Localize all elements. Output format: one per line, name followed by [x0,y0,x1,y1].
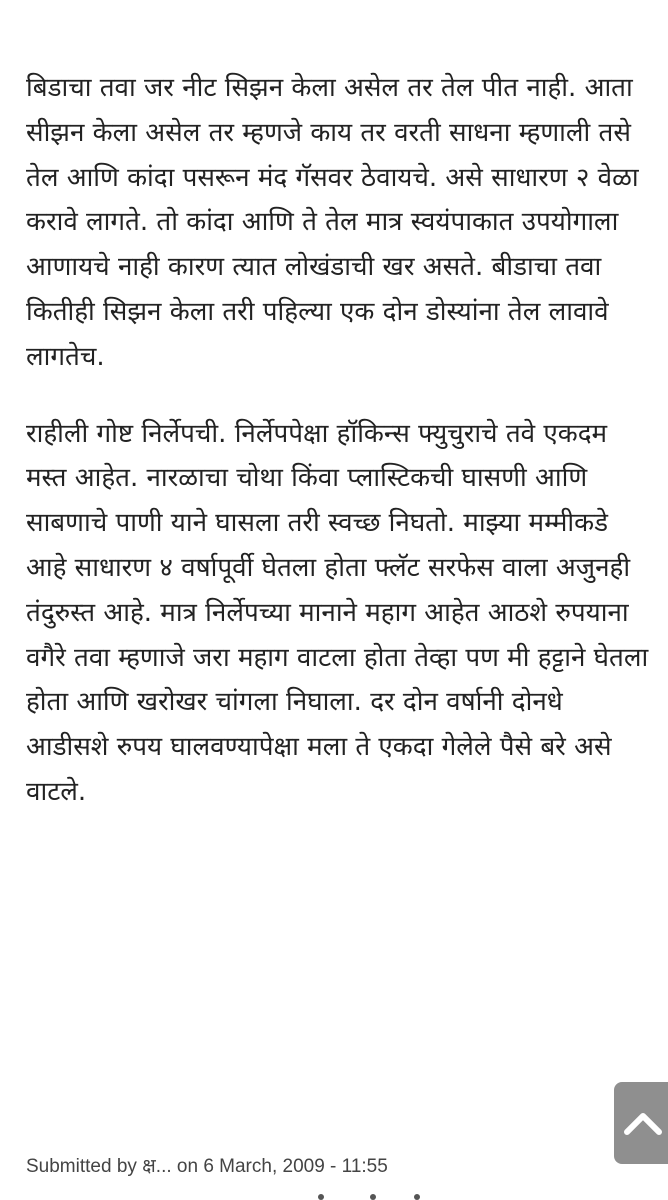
scroll-to-top-button[interactable] [614,1082,668,1164]
article-paragraph-1: बिडाचा तवा जर नीट सिझन केला असेल तर तेल पीत नाही. आता सीझन केला असेल तर म्हणजे काय तर वरती साधना म्हणाली तसे तेल आणि कांदा पसरून मंद गॅसवर ठेवायचे. असे साधारण २ वेळा करावे लागते. तो कांदा आणि ते तेल मात्र स्वयंपाकात उपयोगाला आणायचे नाही कारण त्यात लोखंडाची खर असते. बीडाचा तवा कितीही सिझन केला तरी पहिल्या एक दोन डोस्यांना तेल लावावे लागतेच. [26,73,639,372]
submitted-by-line: Submitted by क्ष... on 6 March, 2009 - 11:55 [26,1156,388,1177]
chevron-up-icon [623,1110,663,1136]
article-body [26,66,650,815]
article-paragraph-2: राहीली गोष्ट निर्लेपची. निर्लेपपेक्षा हॉकिन्स फ्युचुराचे तवे एकदम मस्त आहेत. नारळाचा चोथा किंवा प्लास्टिकची घासणी आणि साबणाचे पाणी याने घासला तरी स्वच्छ निघतो. माझ्या मम्मीकडे आहे साधारण ४ वर्षापूर्वी घेतला होता फ्लॅट सरफेस वाला अजुनही तंदुरुस्त आहे. मात्र निर्लेपच्या मानाने महाग आहेत आठशे रुपयाना वगैरे तवा म्हणाजे जरा महाग वाटला होता तेव्हा पण मी हट्टाने घेतला होता आणि खरोखर चांगला निघाला. दर दोन वर्षानी दोनधे आडीसशे रुपय घालवण्यापेक्षा मला ते एकदा गेलेले पैसे बरे असे वाटले. [26,418,649,807]
next-line-partial [200,1194,440,1200]
